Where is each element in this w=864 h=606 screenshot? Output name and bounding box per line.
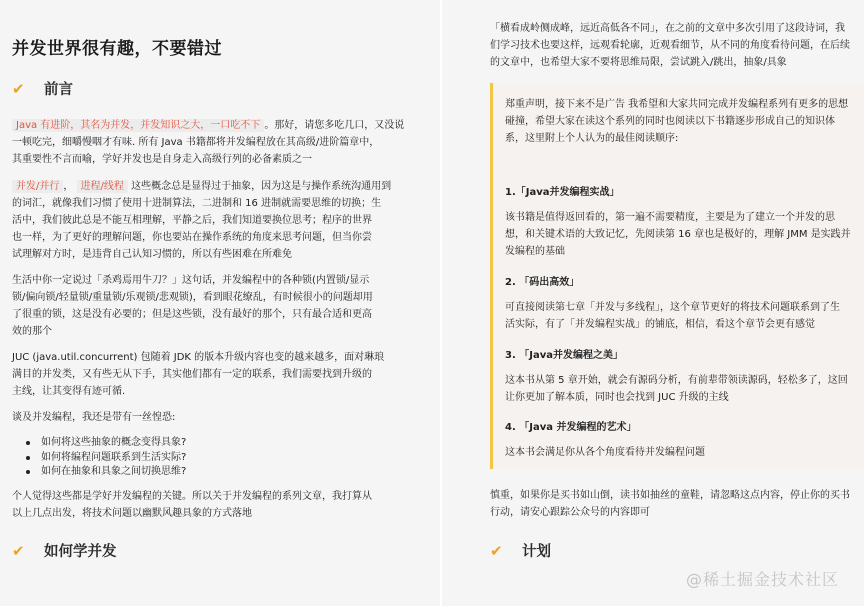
paragraph-fear: 谈及并发编程，我还是带有一丝惶恐: (12, 412, 176, 423)
section-heading-how-to-learn (12, 540, 117, 561)
book-title: 4. 「Java 并发编程的艺术」 (505, 422, 637, 433)
book-description: 该书籍是值得返回看的，第一遍不需要精度，主要是为了建立一个并发的思 想，和关键术语的大致记忆，先阅读第 16 章也是极好的，理解 JMM 是实践并 发编程的基础 (505, 212, 851, 257)
question-list (26, 436, 186, 480)
section-heading-label: 计划 (522, 544, 551, 560)
inline-code-process-thread: 进程/线程 (77, 180, 128, 193)
bullet-icon (26, 441, 30, 445)
watermark: @稀土掘金技术社区 (686, 570, 840, 589)
paragraph-juc: JUC (java.util.concurrent) 包随着 JDK 的版本升级内容也变的越来越多，面对琳琅 满目的并发类，又有些无从下手，其实他们都有一定的联系，我们需要找到升级的 主线，让其变得有迹可循. (12, 352, 385, 397)
book-description: 可直接阅读第七章「并发与多线程」，这个章节更好的将技术问题联系到了生 活实际，有了「并发编程实战」的铺底，相信，看这个章节会更有感觉 (505, 302, 840, 330)
bullet-icon (26, 456, 30, 460)
inline-code-concurrency: 并发/并行 (12, 180, 63, 193)
section-heading-preface (12, 78, 73, 99)
book-description: 这本书从第 5 章开始，就会有源码分析，有前辈带领读源码，轻松多了，这回 让你更加了解本质，同时也会找到 JUC 升级的主线 (505, 375, 848, 403)
check-icon: ✔ (490, 541, 503, 560)
list-item: 如何将编程问题联系到生活实际? (26, 451, 186, 466)
paragraph-conclusion: 个人觉得这些都是学好并发编程的关键。所以关于并发编程的系列文章，我打算从 以上几点出发，将技术问题以幽默风趣具象的方式落地 (12, 491, 372, 519)
paragraph-locks: 生活中你一定说过「杀鸡焉用牛刀？」这句话，并发编程中的各种锁(内置锁/显示 锁/偏向锁/轻量锁/重量锁/乐观锁/悲观锁)，看到眼花缭乱，有时候很小的问题却用 了很重的锁，这是没有必要的；但是这些锁，没有最好的那个，只有最合适和更高 效的那个 (12, 275, 373, 337)
book-title: 2. 「码出高效」 (505, 277, 580, 288)
check-icon: ✔ (12, 79, 25, 98)
list-item: 如何将这些抽象的概念变得具象? (26, 436, 186, 451)
bullet-icon (26, 470, 30, 474)
blockquote-statement: 郑重声明，接下来不是广告 我希望和大家共同完成并发编程系列有更多的思想 碰撞，希望大家在读这个系列的同时也阅读以下书籍逐步形成自己的知识体 系，这里附上个人认为的最佳阅读顺序: (505, 99, 849, 144)
inline-code-highlight: Java 有进阶，其名为并发，并发知识之大，一口吃不下 (12, 119, 264, 132)
section-heading-plan (490, 540, 551, 561)
book-title: 3. 「Java并发编程之美」 (505, 350, 623, 361)
section-heading-label: 前言 (44, 82, 73, 98)
paragraph-concepts: 并发/并行 ， 进程/线程 这些概念总是显得过于抽象，因为这是与操作系统沟通用到 的词汇，就像我们习惯了使用十进制算法，二进制和 16 进制就需要思维的切换；生 活中，我们彼此总是不能互相理解，平静之后，我们知道要换位思考；程序的世界 也一样，为了更好的理解问题，你也要站在操作系统的角度来思考问题，但当你尝 试理解对方时，是违背自己认知习惯的，所以有些困难在所难免 (12, 181, 392, 260)
paragraph-caution: 慎重，如果你是买书如山倒，读书如抽丝的童鞋，请忽略这点内容，停止你的买书 行动，请安心跟踪公众号的内容即可 (490, 490, 850, 518)
list-item: 如何在抽象和具象之间切换思维? (26, 465, 186, 480)
book-description: 这本书会满足你从各个角度看待并发编程问题 (505, 447, 705, 458)
paragraph-poem-intro: 「横看成岭侧成峰，远近高低各不同」，在之前的文章中多次引用了这段诗词，我 们学习技术也要这样，远观看轮廓，近观看细节，从不同的角度看待问题，在后续 的文章中，也希望大家不要将思维局限，尝试跳入/跳出，抽象/具象 (490, 23, 850, 68)
paragraph-intro: Java 有进阶，其名为并发，并发知识之大，一口吃不下 。那好，请您多吃几口，又没说 一顿吃完，细嚼慢咽才有味. 所有 Java 书籍都将并发编程放在其高级/进阶篇章中， 其重要性不言而喻，学好并发也是自身走入高级行列的必备素质之一 (12, 120, 405, 165)
section-heading-label: 如何学并发 (44, 544, 117, 560)
book-title: 1.「Java并发编程实战」 (505, 187, 620, 198)
page-title: 并发世界很有趣，不要错过 (12, 39, 222, 59)
check-icon: ✔ (12, 541, 25, 560)
